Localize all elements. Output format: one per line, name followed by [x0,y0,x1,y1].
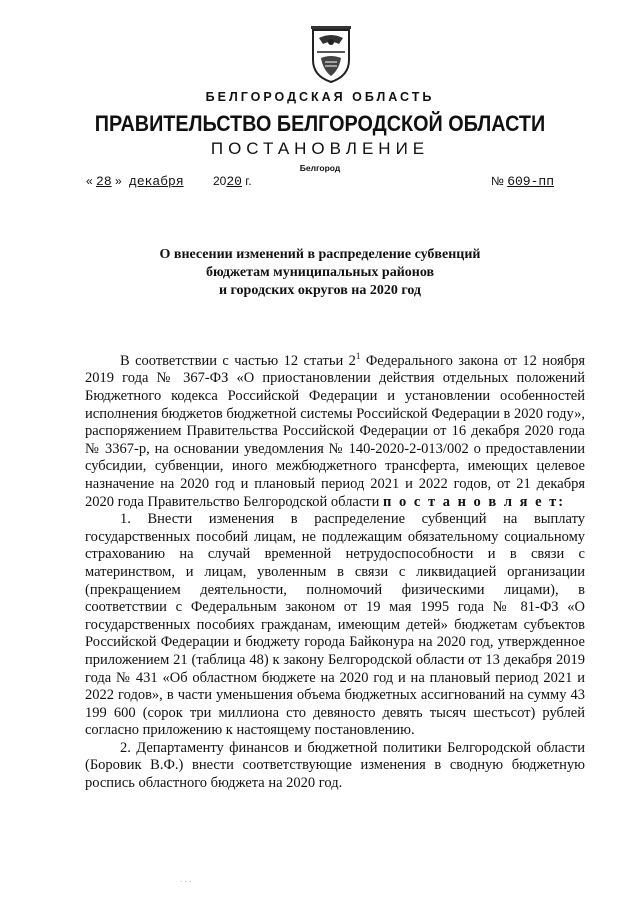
document-body [85,348,585,793]
date-year-suffix: 20 [226,174,242,189]
document-number [491,174,554,189]
date-month: декабря [129,174,184,189]
date-year-prefix: 20 [212,174,227,188]
item-paragraph: 2. Департаменту финансов и бюджетной политики Белгородской области (Боровик В.Ф.) внести соответствующие изменения в сводную бюджетную роспись областного бюджета на 2020 год. [85,739,585,792]
document-type: ПОСТАНОВЛЕНИЕ [210,139,430,158]
region-name: БЕЛГОРОДСКАЯ ОБЛАСТЬ [205,90,435,104]
preamble-text-a: В соответствии с частью 12 статьи 2 [120,352,356,369]
coat-of-arms-icon [305,24,357,84]
date-close-quote: » [114,174,122,188]
preamble-text-b: Федерального закона от 12 ноября 2019 года № 367-ФЗ «О приостановлении действия отдельных положений Бюджетного кодекса Российской Федерации и установлении особенностей исполнения бюджетов бюджетной системы Российской Федерации в 2020 году», распоряжением Правительства Российской Федерации от 16 декабря 2020 года № 3367-р, на основании уведомления № 140-2020-2-013/002 о предоставлении субсидии, субвенции, иного межбюджетного трансферта, имеющих целевое назначение на 2020 год и плановый период 2021 и 2022 годов, от 21 декабря 2020 года Правительство Белгородской области [85,352,586,510]
title-line: О внесении изменений в распределение субвенций [159,247,481,262]
scan-marks: . . . [180,875,192,884]
number-label: № [490,174,504,188]
preamble-superscript: 1 [355,351,361,361]
date-year-mark: г. [245,174,252,188]
title-line: и городских округов на 2020 год [218,283,422,298]
date-day: 28 [96,174,112,189]
city-name: Белгород [299,163,341,173]
preamble-paragraph [85,348,585,511]
title-line: бюджетам муниципальных районов [205,265,435,280]
preamble-verb: п о с т а н о в л я е т: [383,493,566,510]
item-paragraph: 1. Внести изменения в распределение субвенций на выплату государственных пособий лицам, не подлежащим обязательному социальному страхованию на случай временной нетрудоспособности и в связи с материнством, и лицам, уволенным в связи с ликвидацией организации (прекращением деятельности, полномочий физическими лицами), в соответствии с Федеральным законом от 19 мая 1995 года № 81-ФЗ «О государственных пособиях гражданам, имеющим детей» бюджетам субъектов Российской Федерации и бюджету города Байконура на 2020 год, утвержденное приложением 21 (таблица 48) к закону Белгородской области от 13 декабря 2019 года № 431 «Об областном бюджете на 2020 год и на плановый период 2021 и 2022 годов», в части уменьшения объема бюджетных ассигнований на сумму 43 199 600 (сорок три миллиона сто девяносто девять тысяч шестьсот) рублей согласно приложению к настоящему постановлению. [85,511,585,739]
document-date [86,174,252,189]
government-name: ПРАВИТЕЛЬСТВО БЕЛГОРОДСКОЙ ОБЛАСТИ [94,111,546,136]
number-value: 609-пп [507,174,554,189]
document-title [80,246,560,300]
date-open-quote: « [86,174,93,188]
